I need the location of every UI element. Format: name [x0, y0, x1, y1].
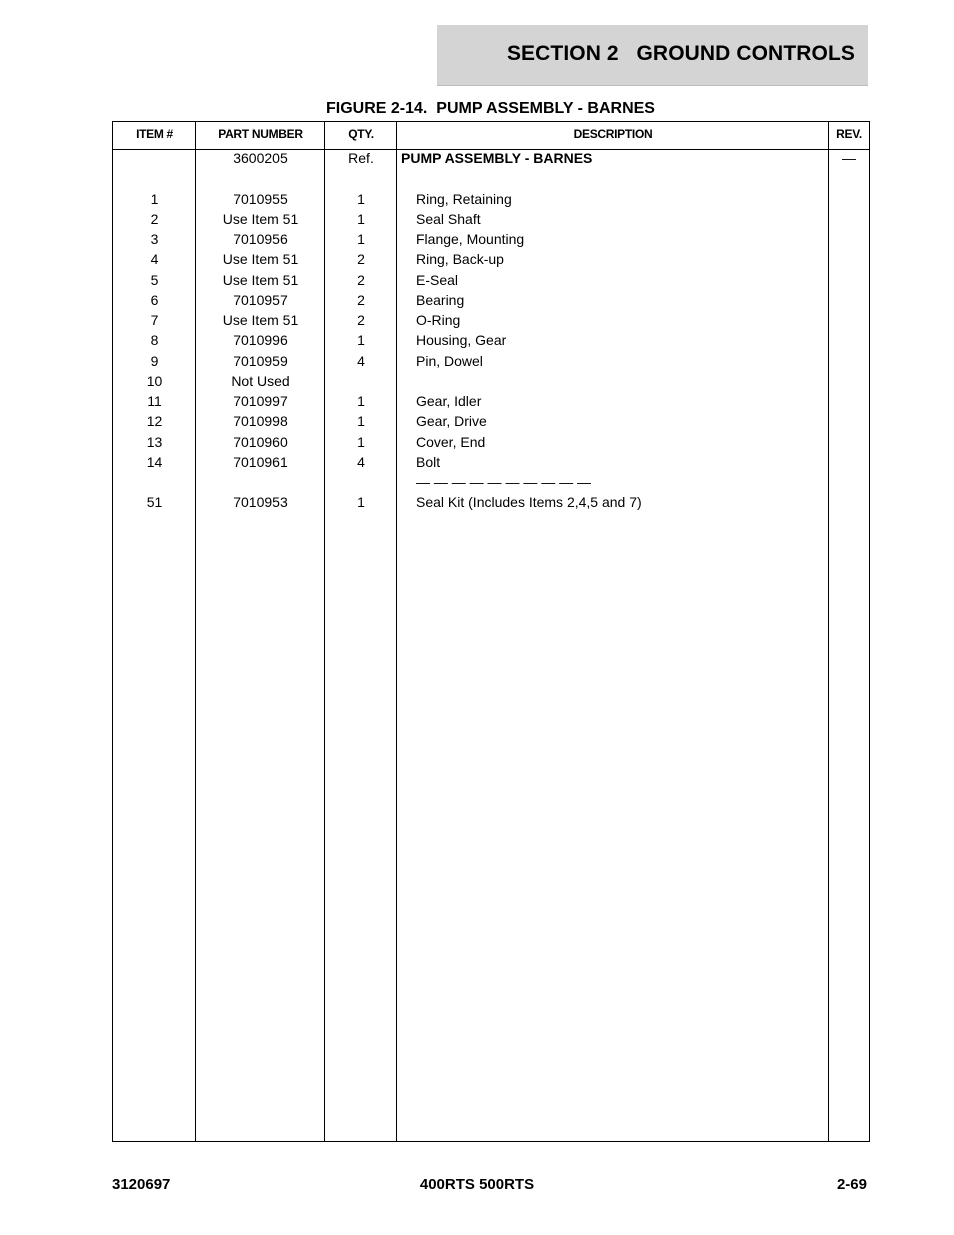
table-row — [113, 148, 869, 168]
item-number: 8 — [150, 332, 159, 349]
quantity: 4 — [357, 453, 365, 470]
description: Bolt — [416, 453, 441, 470]
quantity: 2 — [357, 271, 365, 288]
revision: — — [842, 150, 856, 166]
part-number: Use Item 51 — [222, 251, 299, 268]
table-row — [113, 290, 869, 310]
table-row — [113, 209, 869, 229]
table-row — [113, 351, 869, 371]
quantity: 2 — [357, 251, 365, 268]
table-row — [113, 492, 869, 512]
quantity: 1 — [357, 332, 365, 349]
description: Pin, Dowel — [416, 352, 483, 369]
document-number: 3120697 — [112, 1176, 171, 1193]
part-number: 3600205 — [233, 150, 288, 166]
item-number: 2 — [150, 210, 159, 227]
part-number: 7010957 — [233, 291, 288, 308]
part-number: 7010955 — [233, 190, 288, 207]
part-number: 7010996 — [233, 332, 288, 349]
section-title: SECTION 2 GROUND CONTROLS — [506, 42, 855, 65]
part-number: 7010959 — [233, 352, 288, 369]
table-row — [113, 168, 869, 188]
table-row — [113, 432, 869, 452]
header-part-number: PART NUMBER — [218, 127, 303, 141]
description: PUMP ASSEMBLY - BARNES — [401, 150, 593, 166]
table-row — [113, 229, 869, 249]
description: Ring, Retaining — [416, 190, 512, 207]
part-number: 7010953 — [233, 494, 288, 511]
description: Gear, Drive — [416, 413, 487, 430]
table-row — [113, 310, 869, 330]
table-row — [113, 411, 869, 431]
table-row — [113, 391, 869, 411]
part-number: 7010956 — [233, 231, 288, 247]
description: Ring, Back-up — [416, 251, 504, 268]
item-number: 3 — [150, 231, 159, 247]
table-row — [113, 249, 869, 269]
quantity: Ref. — [348, 150, 374, 166]
quantity: 1 — [357, 210, 365, 227]
section-banner — [437, 25, 868, 86]
item-number: 1 — [150, 190, 159, 207]
item-number: 13 — [146, 433, 163, 450]
description: Bearing — [416, 291, 465, 308]
item-number: 51 — [146, 494, 163, 511]
part-number: Not Used — [231, 372, 290, 389]
table-row — [113, 472, 869, 492]
quantity: 1 — [357, 231, 365, 247]
table-row — [113, 270, 869, 290]
part-number: Use Item 51 — [222, 312, 299, 328]
quantity: 1 — [357, 433, 365, 450]
part-number: 7010961 — [233, 453, 288, 470]
quantity: 1 — [357, 413, 365, 430]
table-row — [113, 189, 869, 209]
quantity: 1 — [357, 393, 365, 409]
quantity: 1 — [357, 494, 365, 511]
quantity: 2 — [357, 312, 365, 328]
item-number: 14 — [146, 453, 163, 470]
quantity: 1 — [357, 190, 365, 207]
description: Seal Shaft — [416, 210, 481, 227]
part-number: Use Item 51 — [222, 210, 299, 227]
header-item: ITEM # — [136, 127, 173, 141]
quantity: 4 — [357, 352, 365, 369]
item-number: 12 — [146, 413, 163, 430]
item-number: 7 — [150, 312, 159, 328]
description: Gear, Idler — [416, 393, 482, 409]
part-number: 7010997 — [233, 393, 288, 409]
item-number: 6 — [150, 291, 159, 308]
parts-table — [112, 121, 870, 1142]
description: Cover, End — [416, 433, 486, 450]
description: Housing, Gear — [416, 332, 507, 349]
table-row — [113, 330, 869, 350]
part-number: 7010998 — [233, 413, 288, 430]
table-row — [113, 371, 869, 391]
item-number: 10 — [146, 372, 163, 389]
description: Seal Kit (Includes Items 2,4,5 and 7) — [416, 494, 642, 511]
item-number: 4 — [150, 251, 159, 268]
table-row — [113, 452, 869, 472]
description: Flange, Mounting — [416, 231, 525, 247]
header-description: DESCRIPTION — [573, 127, 653, 141]
part-number: Use Item 51 — [222, 271, 299, 288]
page-number: 2-69 — [836, 1176, 867, 1193]
part-number: 7010960 — [233, 433, 288, 450]
header-qty: QTY. — [348, 127, 374, 141]
figure-title: FIGURE 2-14. PUMP ASSEMBLY - BARNES — [326, 100, 655, 117]
model-numbers: 400RTS 500RTS — [419, 1176, 535, 1193]
item-number: 5 — [150, 271, 159, 288]
description: O-Ring — [416, 312, 461, 328]
item-number: 11 — [147, 393, 162, 409]
quantity: 2 — [357, 291, 365, 308]
header-rev: REV. — [836, 127, 862, 141]
description: — — — — — — — — — — — [416, 474, 592, 490]
description: E-Seal — [416, 271, 459, 288]
item-number: 9 — [150, 352, 159, 369]
